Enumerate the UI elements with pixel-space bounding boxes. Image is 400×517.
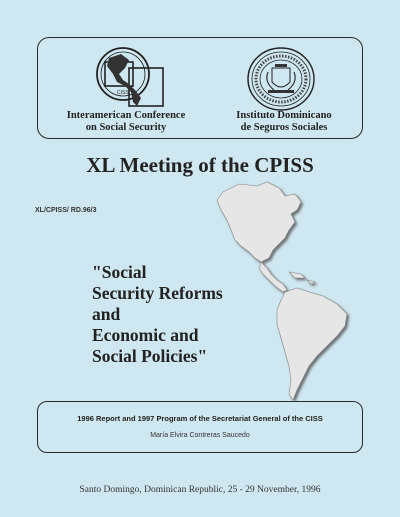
logo-header-box [37, 37, 363, 139]
main-title-line1: "Social [92, 262, 147, 282]
report-box [37, 401, 363, 453]
org-left-line1: Interamerican Conference [66, 110, 186, 121]
main-title-line4: Economic and [92, 325, 199, 345]
main-title [92, 262, 282, 367]
report-author: María Elvira Contreras Saucedo [150, 432, 250, 439]
org-right-name [214, 110, 354, 134]
org-left-name [56, 110, 196, 134]
ciss-logo-icon [85, 44, 195, 112]
org-right-line1: Instituto Dominicano [236, 110, 332, 121]
org-right-line2: de Seguros Sociales [240, 122, 328, 133]
footer-location-date: Santo Domingo, Dominican Republic, 25 - 29 November, 1996 [79, 485, 321, 495]
document-reference: XL/CPISS/ RD.96/3 [35, 207, 97, 214]
org-left-line2: on Social Security [85, 122, 167, 133]
main-title-line5: Social Policies" [92, 346, 208, 366]
main-title-line3: and [92, 304, 121, 324]
ciss-logo-text: CISS [117, 90, 129, 96]
report-title: 1996 Report and 1997 Program of the Secretariat General of the CISS [77, 414, 323, 423]
main-title-line2: Security Reforms [92, 283, 223, 303]
meeting-title: XL Meeting of the CPISS [86, 153, 314, 177]
idss-seal-icon [246, 46, 316, 112]
